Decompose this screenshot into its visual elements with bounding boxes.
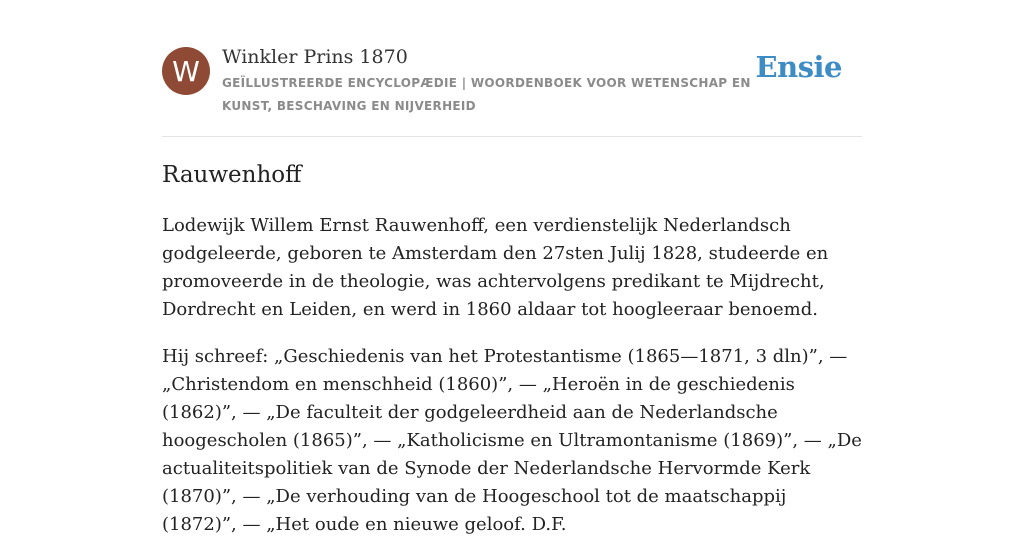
source-header [162, 44, 862, 137]
article-paragraph: Lodewijk Willem Ernst Rauwenhoff, een verdienstelijk Nederlandsch godgeleerde, geboren te Amsterdam den 27sten Julij 1828, studeerde en promoveerde in de theologie, was achtervolgens predikant te Mijdrecht, Dordrecht en Leiden, en werd in 1860 aldaar tot hoogleeraar benoemd. [162, 215, 829, 320]
source-subtitle: GEÏLLUSTREERDE ENCYCLOPÆDIE | WOORDENBOEK VOOR WETENSCHAP EN KUNST, BESCHAVING EN NIJVERHEID [222, 76, 751, 113]
article [162, 158, 862, 539]
article-title: Rauwenhoff [162, 162, 302, 188]
source-title[interactable]: Winkler Prins 1870 [222, 46, 408, 68]
article-paragraph: Hij schreef: „Geschiedenis van het Protestantisme (1865—1871, 3 dln)”, — „Christendom en menschheid (1860)”, — „Heroën in de geschiedenis (1862)”, — „De faculteit der godgeleerdheid aan de Nederlandsche hoogescholen (1865)”, — „Katholicisme en Ultramontanisme (1869)”, — „De actualiteitspolitiek van de Synode der Nederlandsche Hervormde Kerk (1870)”, — „De verhouding van de Hoogeschool tot de maatschappij (1872)”, — „Het oude en nieuwe geloof. D.F. [162, 346, 862, 535]
source-avatar[interactable]: W [162, 47, 210, 95]
ensie-logo-link[interactable]: Ensie [755, 50, 842, 84]
